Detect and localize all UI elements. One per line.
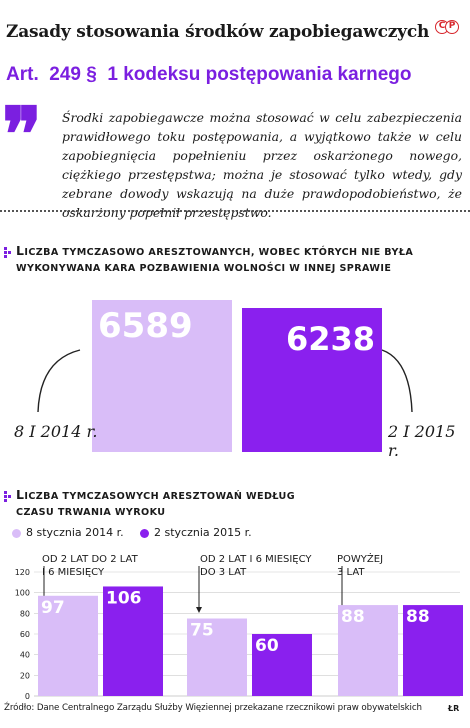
y-tick-label: 100 (14, 588, 30, 598)
category-label: OD 2 LAT DO 2 LAT (42, 554, 138, 565)
y-tick-label: 60 (19, 630, 30, 639)
count-value-2014: 6589 (98, 306, 193, 346)
bar-value-label: 88 (341, 607, 365, 628)
legend-swatch-2014 (12, 529, 21, 538)
source-note: Źródło: Dane Centralnego Zarządu Służby Więziennej przekazane rzecznikowi praw obywatelskich (4, 703, 422, 713)
category-label: DO 3 LAT (200, 567, 247, 578)
bar-value-label: 106 (106, 588, 142, 609)
legend-label-2015: 2 stycznia 2015 r. (154, 526, 252, 539)
category-label: OD 2 LAT I 6 MIESIĘCY (200, 554, 312, 565)
quote-icon: ❞ (2, 92, 42, 178)
duration-bar-chart (0, 545, 470, 705)
bar-value-label: 88 (406, 607, 430, 628)
bar-value-label: 60 (255, 636, 279, 656)
category-label: I 6 MIESIĘCY (42, 567, 105, 578)
category-label: POWYŻEJ (337, 554, 384, 565)
date-label-2015: 2 I 2015 r. (388, 422, 456, 460)
quote-text: Środki zapobiegawcze można stosować w celu zabezpieczenia prawidłowego toku postępowania, a wyjątkowo także w celu zapobiegnięcia popełnieniu przez oskarżonego nowego, ciężkiego przestępstwa; można je stosować tylko wtedy, gdy zebrane dowody wskazują na duże prawdopodobieństwo, że oskarżony popełnił przestępstwo. (62, 110, 462, 220)
section1-title: LICZBA TYMCZASOWO ARESZTOWANYCH, WOBEC KTÓRYCH NIE BYŁA WYKONYWANA KARA POZBAWIENIA WOLNOŚCI W INNEJ SPRAWIE (16, 243, 414, 274)
section2-title: LICZBA TYMCZASOWYCH ARESZTOWAŃ WEDŁUG CZASU TRWANIA WYROKU (16, 487, 295, 518)
author-credit: ŁR (448, 704, 460, 713)
article-subtitle: Art. 249 § 1 kodeksu postępowania karnego (6, 64, 412, 85)
y-tick-label: 120 (14, 568, 30, 577)
y-tick-label: 40 (19, 650, 30, 660)
count-value-2015: 6238 (286, 320, 376, 359)
legend-label-2014: 8 stycznia 2014 r. (26, 526, 124, 539)
category-arrow-icon (196, 607, 202, 613)
y-tick-label: 20 (19, 671, 30, 681)
y-tick-label: 0 (24, 692, 30, 701)
count-box-2014 (92, 300, 232, 452)
publisher-logo: C P (435, 20, 461, 34)
legend-swatch-2015 (140, 529, 149, 538)
date-label-2014: 8 I 2014 r. (14, 422, 98, 441)
count-box-2015 (242, 308, 382, 452)
bar-value-label: 97 (41, 597, 65, 618)
category-label: 3 LAT (337, 567, 365, 578)
bar-value-label: 75 (190, 620, 214, 641)
y-tick-label: 80 (19, 609, 30, 619)
section-bullet-icon (4, 491, 12, 503)
page-title: Zasady stosowania środków zapobiegawczych (6, 22, 430, 42)
